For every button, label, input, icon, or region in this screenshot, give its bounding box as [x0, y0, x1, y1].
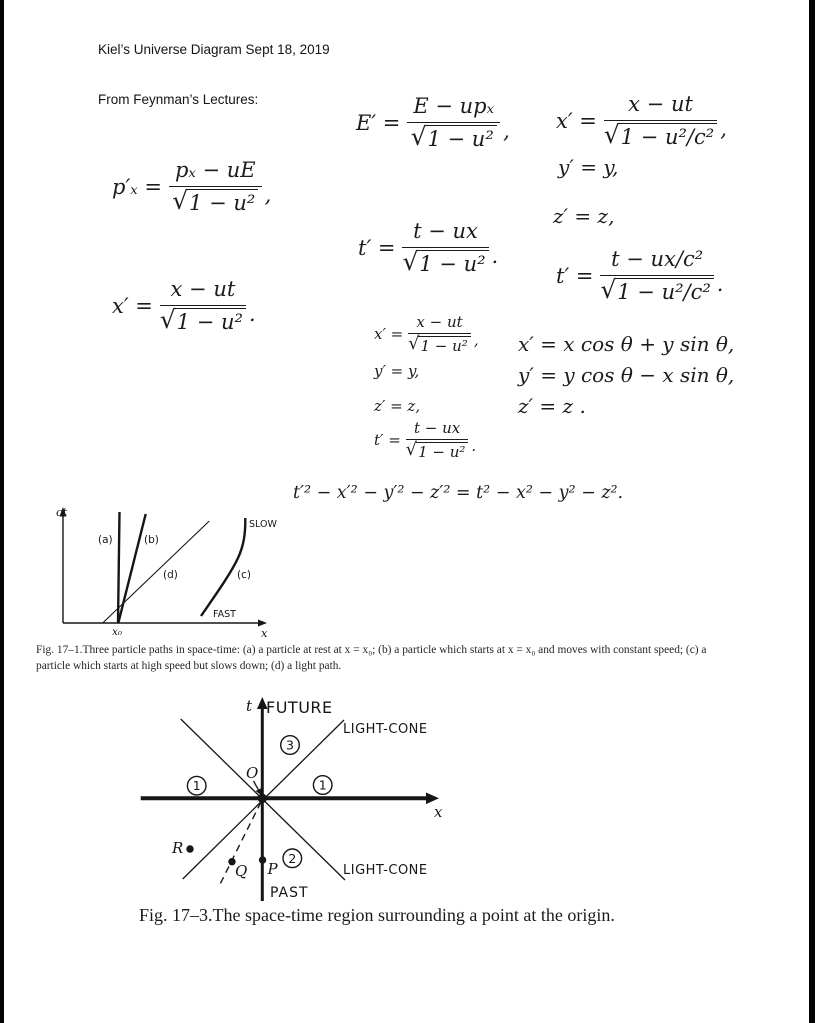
equation-punctuation: .: [491, 243, 499, 268]
page-title: Kiel’s Universe Diagram Sept 18, 2019: [98, 42, 330, 57]
fig-17-3-caption: Fig. 17–3.The space-time region surrounding a point at the origin.: [139, 905, 615, 925]
fraction: [604, 91, 717, 151]
radical-icon: √: [603, 120, 620, 150]
radical-icon: √: [402, 247, 419, 277]
radical-icon: √: [172, 186, 189, 216]
fraction-numerator: x − ut: [160, 276, 246, 306]
fraction-numerator: pₓ − uE: [169, 157, 262, 187]
equation-text: z′ = z,: [553, 204, 615, 228]
radical-icon: √: [410, 122, 427, 152]
equation-lhs: t′ =: [556, 263, 594, 288]
radicand: 1 − u²/c²: [619, 123, 718, 150]
page-subtitle: From Feynman’s Lectures:: [98, 92, 259, 107]
caption-line-1: Fig. 17–1.Three particle paths in space-time: (a) a particle at rest at x = x₀; (b) a particle which starts at x = x₀ and moves with constant speed; (c) a: [36, 644, 707, 656]
equation-t-prime-c: [556, 246, 723, 306]
past-label: PAST: [270, 885, 309, 901]
fraction-numerator: x − ut: [408, 313, 471, 334]
point-R-dot: [186, 845, 193, 852]
fraction: [402, 218, 488, 278]
radicand: 1 − u²: [187, 189, 258, 216]
fraction-denominator: [408, 334, 471, 355]
label-a: (a): [98, 534, 113, 546]
fraction-denominator: [411, 123, 497, 152]
future-label: FUTURE: [266, 698, 333, 717]
fraction-denominator: [600, 276, 713, 305]
label-d: (d): [163, 569, 178, 581]
label-c: (c): [237, 569, 251, 581]
fraction-numerator: t − ux: [406, 419, 469, 440]
fraction: [169, 157, 262, 217]
equation-lhs: x′ =: [556, 108, 597, 133]
t-axis-label: t: [246, 697, 253, 715]
equation-y-prime: [558, 155, 618, 180]
origin-pointer-arrow-icon: [254, 781, 259, 790]
region-3-number: 3: [286, 737, 294, 753]
point-P-dot: [259, 856, 266, 863]
equation-punctuation: ,: [264, 182, 272, 207]
fraction-numerator: E − upₓ: [407, 93, 500, 123]
fraction: [160, 276, 246, 336]
fraction-denominator: [160, 306, 246, 335]
equation-z-prime-small: [374, 397, 420, 415]
region-1-right-number: 1: [318, 777, 327, 793]
fraction-denominator: [406, 440, 469, 461]
equation-text: x′ = x cos θ + y sin θ,: [518, 332, 735, 356]
fig-17-1-caption: [36, 642, 796, 674]
equation-text: y′ = y cos θ − x sin θ,: [518, 363, 735, 387]
x-axis-label: x: [434, 803, 443, 821]
equation-text: z′ = z .: [518, 394, 586, 418]
equation-x-prime-left: [112, 276, 256, 336]
fraction: [407, 93, 500, 153]
point-Q-label: Q: [235, 862, 248, 880]
point-R-label: R: [172, 839, 184, 857]
caption-line-2: particle which starts at high speed but slows down; (d) a light path.: [36, 660, 342, 672]
radical-icon: √: [600, 275, 617, 305]
rotation-block: [518, 332, 734, 425]
region-1-left-number: 1: [192, 778, 201, 794]
photo-black-edge-left: [0, 0, 4, 1023]
x-axis-label: x: [261, 626, 268, 640]
radicand: 1 − u²/c²: [615, 278, 714, 305]
equation-lhs: x′ =: [374, 325, 404, 343]
equation-lhs: t′ =: [358, 235, 396, 260]
radical-icon: √: [159, 305, 176, 335]
equation-E-prime: [356, 93, 510, 153]
equation-punctuation: .: [471, 436, 477, 455]
equation-text: z′ = z,: [374, 397, 421, 415]
equation-px-prime: [112, 157, 271, 217]
fraction-denominator: [402, 248, 488, 277]
radicand: 1 − u²: [425, 125, 496, 152]
worldline-b-constant-speed: [118, 514, 145, 623]
equation-punctuation: ,: [720, 116, 727, 141]
equation-t-prime-small: [374, 419, 476, 461]
slow-label: SLOW: [249, 519, 277, 530]
photo-black-edge-right: [809, 0, 815, 1023]
label-b: (b): [144, 534, 159, 546]
x0-label: x₀: [112, 626, 123, 638]
point-P-label: P: [267, 860, 278, 878]
radical-icon: √: [408, 334, 420, 354]
equation-y-rotation: [518, 363, 734, 387]
equation-t-prime: [358, 218, 498, 278]
region-2-number: 2: [288, 850, 297, 866]
fraction-denominator: [604, 121, 717, 150]
fraction-numerator: x − ut: [604, 91, 717, 121]
radicand: 1 − u²: [416, 442, 468, 461]
lorentz-small-block: [374, 313, 479, 461]
fig-17-1-spacetime-diagram: [50, 503, 280, 643]
equation-lhs: x′ =: [112, 293, 153, 318]
equation-punctuation: ,: [503, 118, 510, 143]
equation-x-rotation: [518, 332, 734, 356]
fraction: [406, 419, 469, 461]
fig-17-3-lightcone-diagram: [138, 695, 448, 907]
equation-lhs: p′ₓ =: [112, 174, 162, 199]
equation-lhs: E′ =: [356, 110, 401, 135]
equation-punctuation: .: [716, 271, 724, 296]
equation-x-prime-small: [374, 313, 479, 355]
origin-label: O: [246, 764, 259, 782]
fraction: [600, 246, 713, 306]
equation-lhs: t′ =: [374, 431, 401, 449]
radicand: 1 − u²: [175, 308, 246, 335]
ct-axis-label: ct: [56, 505, 68, 519]
equation-punctuation: ,: [473, 330, 479, 349]
invariant-equation: t′² − x′² − y′² − z′² = t² − x² − y² − z².: [293, 483, 624, 503]
fraction-numerator: t − ux: [402, 218, 488, 248]
equation-z-rotation: [518, 394, 586, 418]
fast-label: FAST: [213, 609, 236, 620]
fraction-numerator: t − ux/c²: [600, 246, 713, 276]
equation-text: y′ = y,: [558, 155, 619, 179]
equation-y-prime-small: [374, 362, 419, 380]
worldline-c-slowing-particle: [201, 518, 245, 616]
equation-punctuation: .: [248, 301, 256, 326]
equation-text: y′ = y,: [374, 362, 420, 380]
equation-x-prime-c: [556, 91, 727, 151]
radicand: 1 − u²: [418, 336, 470, 355]
fraction-denominator: [172, 187, 258, 216]
equation-z-prime: [553, 204, 614, 229]
worldline-a-rest: [118, 512, 120, 623]
radicand: 1 − u²: [417, 250, 488, 277]
lightcone-label-upper: LIGHT-CONE: [343, 722, 428, 737]
radical-icon: √: [405, 440, 418, 460]
fraction: [408, 313, 471, 355]
lightcone-label-lower: LIGHT-CONE: [343, 863, 428, 878]
origin-dot: [258, 794, 267, 803]
